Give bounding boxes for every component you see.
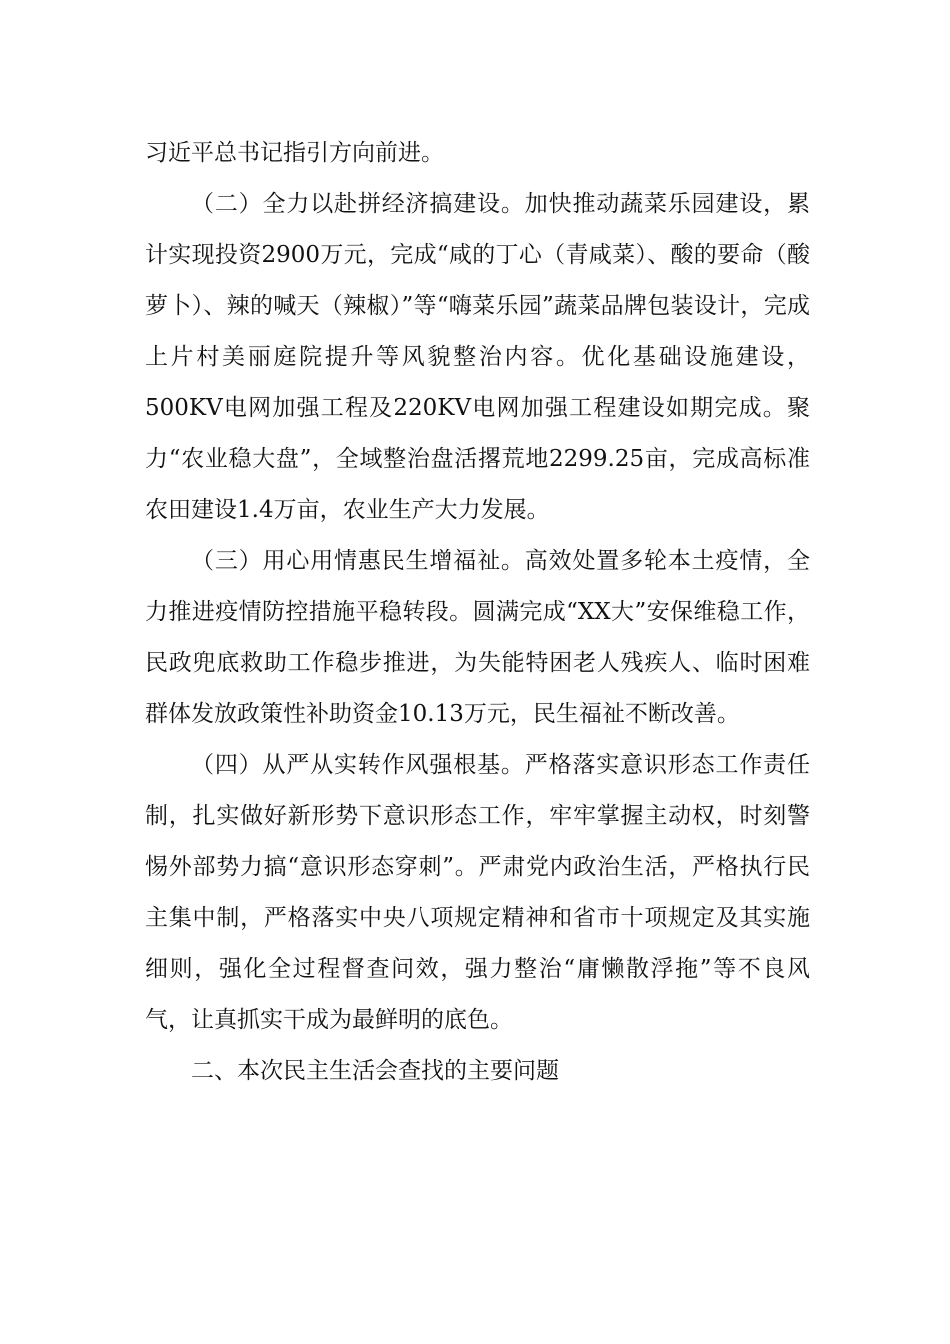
section-heading: 二、本次民主生活会查找的主要问题	[191, 1058, 559, 1084]
paragraph-section-4: （四）从严从实转作风强根基。严格落实意识形态工作责任制，扎实做好新形势下意识形态工作，牢牢掌握主动权，时刻警惕外部势力搞“意识形态穿刺”。严肃党内政治生活，严格执行民主集中制，严格落实中央八项规定精神和省市十项规定及其实施细则，强化全过程督查问效，强力整治“庸懒散浮拖”等不良风气，让真抓实干成为最鲜明的底色。	[145, 752, 810, 1033]
document-body	[145, 128, 810, 1097]
paragraph-section-2: （二）全力以赴拼经济搞建设。加快推动蔬菜乐园建设，累计实现投资2900万元，完成“咸的丁心（青咸菜）、酸的要命（酸萝卜）、辣的喊天（辣椒）”等“嗨菜乐园”蔬菜品牌包装设计，完成上片村美丽庭院提升等风貌整治内容。优化基础设施建设，500KV电网加强工程及220KV电网加强工程建设如期完成。聚力“农业稳大盘”，全域整治盘活撂荒地2299.25亩，完成高标准农田建设1.4万亩，农业生产大力发展。	[145, 191, 810, 523]
paragraph-continuation: 习近平总书记指引方向前进。	[145, 140, 444, 166]
paragraph-section-3: （三）用心用情惠民生增福祉。高效处置多轮本土疫情，全力推进疫情防控措施平稳转段。圆满完成“XX大”安保维稳工作，民政兜底救助工作稳步推进，为失能特困老人残疾人、临时困难群体发放政策性补助资金10.13万元，民生福祉不断改善。	[145, 548, 810, 727]
